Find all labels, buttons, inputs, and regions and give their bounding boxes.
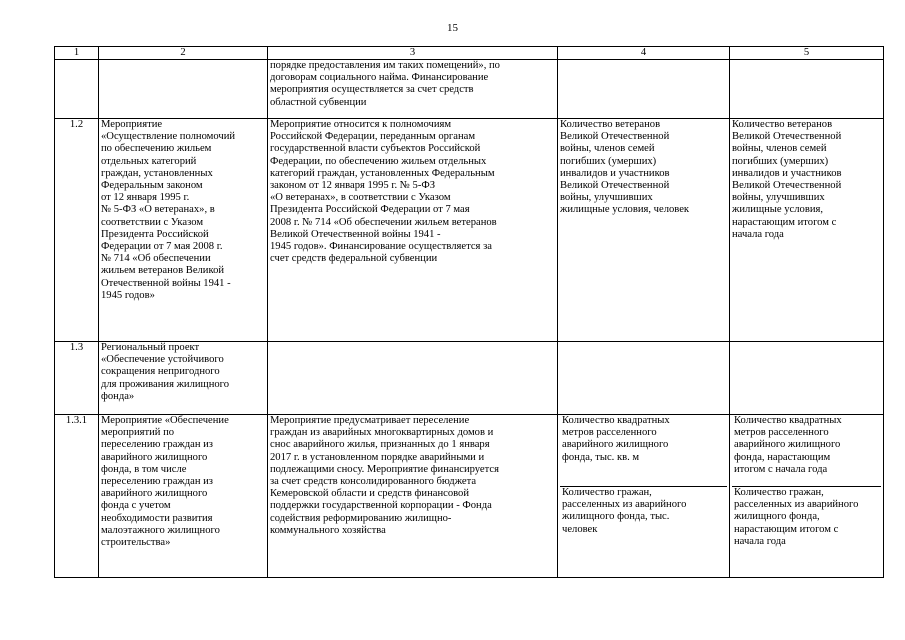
table-row <box>55 60 884 119</box>
activity-name: Мероприятие «Осуществление полномочий по обеспечению жильем отдельных категорий граждан, установленных Федеральным законом от 12 января 1995 г. № 5-ФЗ «О ветеранах», в соответствии с Указом Президента Российской Федерации от 7 мая 2008 г. № 714 «Об обеспечении жильем ветеранов Великой Отечественной войны 1941 - 1945 годов» <box>99 119 268 342</box>
indicator-total: Количество ветеранов Великой Отечественной войны, членов семей погибших (умерших) инвалидов и участников Великой Отечественной войны, улучшивших жилищные условия, нарастающим итогом с начала года <box>730 119 884 342</box>
activity-name <box>99 60 268 119</box>
row-number: 1.2 <box>55 119 99 342</box>
header-col-4: 4 <box>558 47 730 60</box>
header-col-1: 1 <box>55 47 99 60</box>
indicator-total <box>730 415 884 578</box>
indicator <box>558 342 730 415</box>
row-number: 1.3 <box>55 342 99 415</box>
activity-name: Региональный проект «Обеспечение устойчивого сокращения непригодного для проживания жилищного фонда» <box>99 342 268 415</box>
indicator: Количество ветеранов Великой Отечественной войны, членов семей погибших (умерших) инвалидов и участников Великой Отечественной войны, улучшивших жилищные условия, человек <box>558 119 730 342</box>
indicator-total <box>730 60 884 119</box>
header-row <box>55 47 884 60</box>
page-number: 15 <box>447 22 458 34</box>
indicator-people: Количество гражан, расселенных из аварийного жилищного фонда, тыс. человек <box>562 487 687 535</box>
table-row <box>55 342 884 415</box>
row-number <box>55 60 99 119</box>
header-col-2: 2 <box>99 47 268 60</box>
activity-description: Мероприятие относится к полномочиям Российской Федерации, переданным органам государственной власти субъектов Российской Федерации, по обеспечению жильем отдельных категорий граждан, установленных Федеральным законом от 12 января 1995 г. № 5-ФЗ «О ветеранах», в соответствии с Указом Президента Российской Федерации от 7 мая 2008 г. № 714 «Об обеспечении жильем ветеранов Великой Отечественной войны 1941 - 1945 годов». Финансирование осуществляется за счет средств федеральной субвенции <box>268 119 558 342</box>
activity-description: Мероприятие предусматривает переселение граждан из аварийных многоквартирных домов и снос аварийного жилья, признанных до 1 января 2017 г. в установленном порядке аварийными и подлежащими сносу. Мероприятие финансируется за счет средств консолидированного бюджета Кемеровской области и средств финансовой поддержки государственной корпорации - Фонда содействия реформированию жилищно- коммунального хозяйства <box>268 415 558 578</box>
indicator-area: Количество квадратных метров расселенного аварийного жилищного фонда, тыс. кв. м <box>560 415 727 487</box>
header-col-3: 3 <box>268 47 558 60</box>
table-row <box>55 415 884 578</box>
indicator <box>558 415 730 578</box>
activity-name: Мероприятие «Обеспечение мероприятий по переселению граждан из аварийного жилищного фонда, в том числе переселению граждан из аварийного жилищного фонда с учетом необходимости развития малоэтажного жилищного строительства» <box>99 415 268 578</box>
indicator-total-area: Количество квадратных метров расселенного аварийного жилищного фонда, нарастающим итогом с начала года <box>732 415 881 487</box>
program-table <box>54 46 884 578</box>
row-number: 1.3.1 <box>55 415 99 578</box>
indicator <box>558 60 730 119</box>
header-col-5: 5 <box>730 47 884 60</box>
indicator-total <box>730 342 884 415</box>
indicator-total-people: Количество гражан, расселенных из аварийного жилищного фонда, нарастающим итогом с начала года <box>734 487 859 547</box>
activity-description: порядке предоставления им таких помещений», по договорам социального найма. Финансирование мероприятия осуществляется за счет средств областной субвенции <box>268 60 558 119</box>
table-row <box>55 119 884 342</box>
activity-description <box>268 342 558 415</box>
